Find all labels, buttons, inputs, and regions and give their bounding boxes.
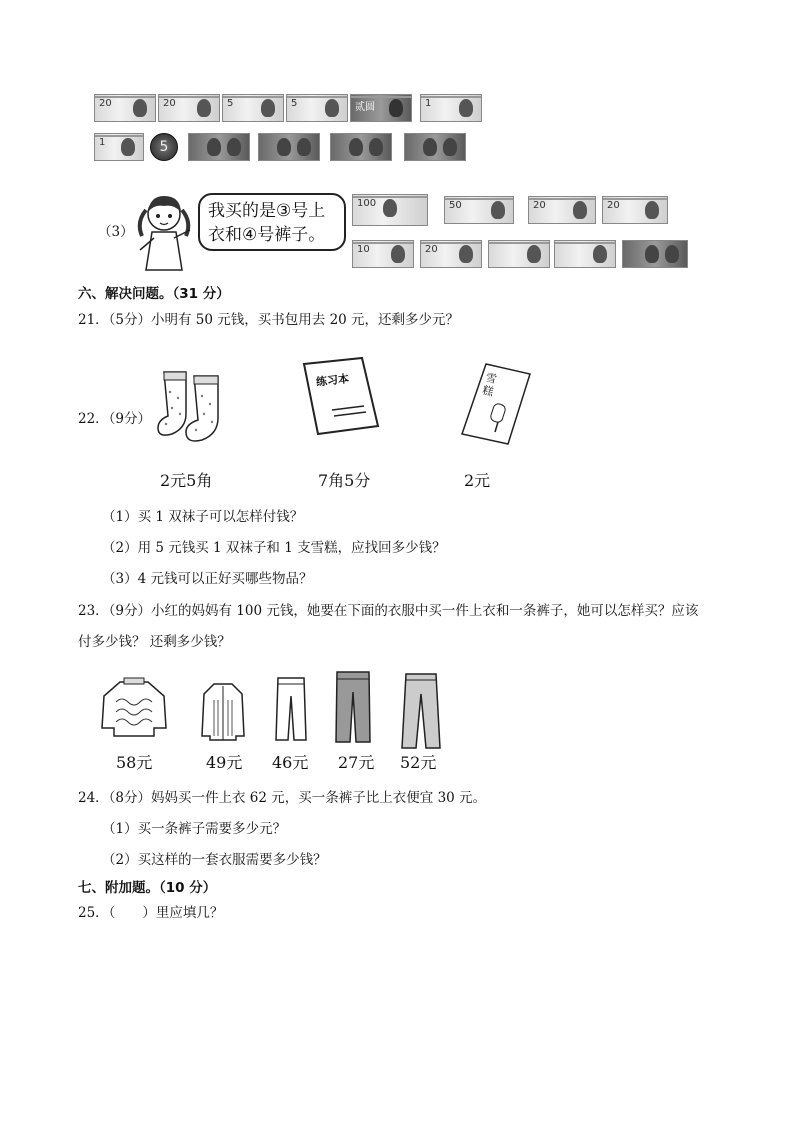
banknote (188, 133, 250, 161)
question-22-label: 22．（9分） (78, 411, 152, 427)
girl-illustration (134, 190, 196, 272)
question-25: 25．（ ）里应填几？ (78, 905, 224, 921)
banknote (404, 133, 466, 161)
price-white-pants: 46元 (272, 753, 309, 772)
question-21: 21．（5分）小明有 50 元钱，买书包用去 20 元，还剩多少元？ (78, 312, 460, 328)
question-22-sub-1: （1）买 1 双袜子可以怎样付钱？ (102, 509, 304, 525)
white-pants-illustration (274, 676, 308, 742)
banknote: 1 (94, 133, 144, 161)
price-light-pants: 52元 (400, 753, 437, 772)
price-gray-pants: 27元 (338, 753, 375, 772)
banknote: 1 (420, 94, 482, 122)
socks-illustration (154, 368, 240, 444)
question-24-sub-2: （2）买这样的一套衣服需要多少钱？ (102, 852, 327, 868)
question-22-sub-2: （2）用 5 元钱买 1 双袜子和 1 支雪糕，应找回多少钱？ (102, 540, 446, 556)
price-blouse: 49元 (206, 753, 243, 772)
question-22-sub-3: （3）4 元钱可以正好买哪些物品？ (102, 571, 313, 587)
question-23-line-1: 23．（9分）小红的妈妈有 100 元钱，她要在下面的衣服中买一件上衣和一条裤子，她可以怎样买？应该 (78, 603, 699, 619)
price-socks: 2元5角 (160, 471, 213, 490)
blouse-illustration (200, 680, 246, 742)
question-24: 24．（8分）妈妈买一件上衣 62 元，买一条裤子比上衣便宜 30 元。 (78, 790, 487, 806)
icecream-illustration (458, 358, 538, 448)
banknote: 20 (528, 196, 596, 224)
notebook-illustration (296, 356, 386, 438)
speech-bubble (198, 193, 346, 251)
banknote: 5 (222, 94, 284, 122)
gray-pants-illustration (334, 670, 372, 744)
banknote: 20 (420, 240, 482, 268)
notebook-label: 练习本 (315, 372, 350, 389)
banknote: 20 (158, 94, 220, 122)
banknote (622, 240, 688, 268)
banknote (330, 133, 392, 161)
banknote: 贰圆 (350, 94, 412, 122)
sweater-illustration (98, 676, 170, 740)
banknote (258, 133, 320, 161)
banknote: 50 (444, 196, 514, 224)
bubble-line-1: 我买的是③号上 (208, 201, 326, 221)
banknote (554, 240, 616, 268)
banknote: 20 (602, 196, 668, 224)
section-seven-title: 七、附加题。（10 分） (78, 880, 217, 896)
banknote: 20 (94, 94, 156, 122)
banknote (488, 240, 550, 268)
light-pants-illustration (400, 672, 442, 750)
price-icecream: 2元 (464, 471, 491, 490)
question-24-sub-1: （1）买一条裤子需要多少元？ (102, 821, 287, 837)
icecream-label: 雪糕 (481, 370, 498, 399)
banknote: 5 (286, 94, 348, 122)
banknote: 10 (352, 240, 414, 268)
banknote: 100 (352, 194, 428, 226)
dialogue-label: （3） (98, 224, 134, 240)
price-sweater: 58元 (116, 753, 153, 772)
coin: 5 (150, 133, 178, 161)
question-23-line-2: 付多少钱？ 还剩多少钱？ (78, 634, 231, 650)
price-notebook: 7角5分 (318, 471, 371, 490)
section-six-title: 六、解决问题。（31 分） (78, 286, 230, 302)
bubble-line-2: 衣和④号裤子。 (208, 225, 326, 245)
